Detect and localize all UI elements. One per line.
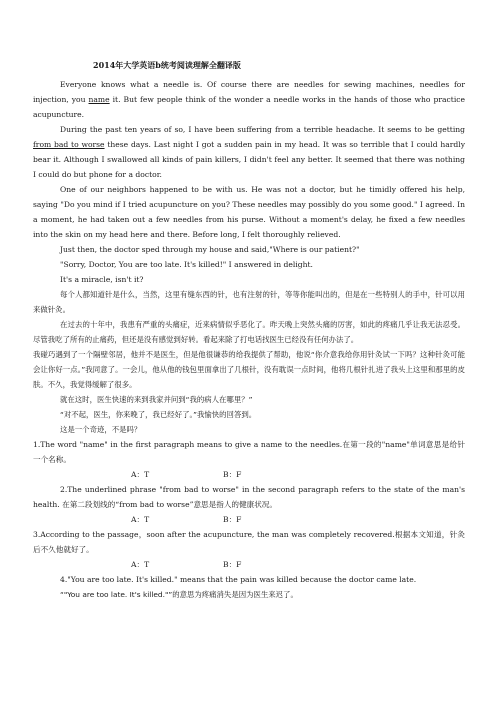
chinese-paragraph-4: 就在这时，医生快速的来到我家并问到“我的病人在哪里？” <box>60 395 253 404</box>
english-paragraph-6: It's a miracle, isn't it? <box>60 275 144 284</box>
chinese-paragraph-1: 每个人都知道针是什么，当然，这里有缝东西的针，也有注射的针，等等你能叫出的，但是在一些特别人的手中，针可以用来做针灸。 <box>33 290 465 314</box>
underlined-name: name <box>88 95 110 104</box>
question-4: 4."You are too late. It's killed." means that the pain was killed because the doctor came late. <box>60 575 417 584</box>
chinese-paragraph-5: “对不起，医生，你来晚了，我已经好了。”我愉快的回答到。 <box>60 410 257 419</box>
question-3: 3.According to the passage，soon after the acupuncture, the man was completely recovered.根据本文知道，针灸后不久他就好了。 <box>33 530 465 554</box>
question-1: 1.The word "name" in the first paragraph means to give a name to the needles.在第一段的"name"单词意思是给针一个名称。 <box>33 440 465 464</box>
chinese-paragraph-2: 在过去的十年中，我患有严重的头痛症，近来病情似乎恶化了。昨天晚上突然头痛的厉害，如此的疼痛几乎让我无法忍受。尽管我吃了所有的止痛药，但还是没有感觉到好转。看起来除了打电话找医生已经没有任何办法了。 <box>33 320 465 344</box>
english-paragraph-3: One of our neighbors happened to be with us. He was not a doctor, but he timidly offered his help, saying "Do you mind if I tried acupuncture on you? These needles may possibly do you some good." I agreed. In a moment, he had taken out a few needles from his purse. Without a moment's delay, he fixed a few needles into the skin on my head here and there. Before long, I felt thoroughly relieved. <box>33 185 465 239</box>
document-title: 2014年大学英语b统考阅读理解全翻译版 <box>93 60 241 70</box>
option-b[interactable]: B：F <box>223 560 242 569</box>
question-3-options <box>33 557 465 572</box>
option-a[interactable]: A：T <box>131 560 150 569</box>
english-paragraph-5: "Sorry, Doctor, You are too late. It's killed!" I answered in delight. <box>60 260 313 269</box>
english-paragraph-2: During the past ten years of so, I have been suffering from a terrible headache. It seems to be getting from bad to worse these days. Last night I got a sudden pain in my head. It was so terrible that I could hardly bear it. Although I swallowed all kinds of pain killers, I didn't feel any better. It seemed that there was nothing I could do but phone for a doctor. <box>33 125 465 179</box>
english-paragraph-4: Just then, the doctor sped through my house and said,"Where is our patient?" <box>60 245 360 254</box>
option-b[interactable]: B：F <box>223 515 242 524</box>
option-a[interactable]: A：T <box>131 515 150 524</box>
question-4-translation: “"You are too late. It's killed."”的意思为疼痛消失是因为医生来迟了。 <box>60 590 298 599</box>
chinese-paragraph-3: 我碰巧遇到了一个隔壁邻居，他并不是医生，但是他很谦恭的给我提供了帮助，他说“你介意我给你用针灸试一下吗？这种针灸可能会让你好一点。”我同意了。一会儿，他从他的钱包里面拿出了几根针，没有耽误一点时间，他将几根针扎进了我头上这里和那里的皮肤。不久，我觉得缓解了很多。 <box>33 350 465 389</box>
option-a[interactable]: A：T <box>131 470 150 479</box>
option-b[interactable]: B：F <box>223 470 242 479</box>
underlined-phrase: from bad to worse <box>33 140 105 149</box>
question-1-options <box>33 467 465 482</box>
question-2: 2.The underlined phrase "from bad to worse" in the second paragraph refers to the state of the man's health. 在第二段划线的“from bad to worse”意思是指人的健康状况。 <box>33 485 465 509</box>
chinese-paragraph-6: 这是一个奇迹，不是吗？ <box>60 425 142 434</box>
document-content <box>33 60 465 602</box>
english-paragraph-1: Everyone knows what a needle is. Of course there are needles for sewing machines, needles for injection, you name it. But few people think of the wonder a needle works in the hands of those who practice acupuncture. <box>33 80 465 119</box>
question-2-options <box>33 512 465 527</box>
